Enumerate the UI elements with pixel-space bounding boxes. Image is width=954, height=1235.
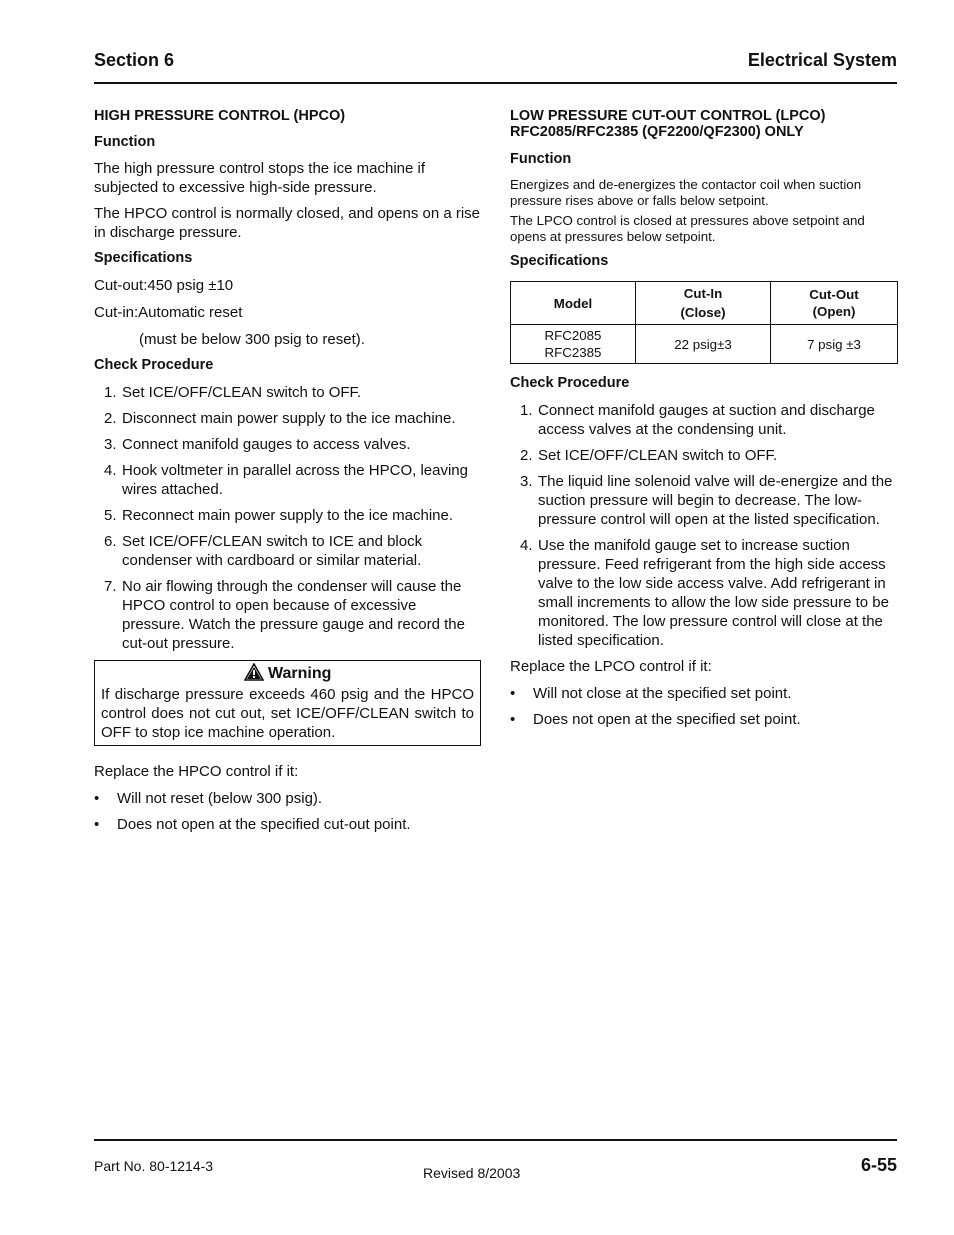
check-procedure-label: Check Procedure [94, 357, 214, 373]
list-item: 5. Reconnect main power supply to the ice machine. [104, 507, 454, 524]
function-paragraph: The high pressure control stops the ice machine if subjected to excessive high-side pressure. [94, 160, 426, 196]
list-item: 6. Set ICE/OFF/CLEAN switch to ICE and block condenser with cardboard or similar material. [104, 533, 423, 569]
list-item: 2. Set ICE/OFF/CLEAN switch to OFF. [520, 447, 778, 464]
cut-in-spec: Cut-in:Automatic reset [94, 304, 243, 321]
hpco-heading: HIGH PRESSURE CONTROL (HPCO) [94, 108, 346, 124]
function-label: Function [94, 134, 156, 150]
list-item: • Will not close at the specified set point. [510, 685, 792, 702]
lpco-heading-models: RFC2085/RFC2385 (QF2200/QF2300) ONLY [510, 124, 804, 140]
function-paragraph: The HPCO control is normally closed, and opens on a rise in discharge pressure. [94, 205, 481, 241]
page-title: Electrical System [747, 50, 897, 70]
table-cell-cut-out: 7 psig ±3 [771, 325, 898, 364]
specifications-label: Specifications [94, 250, 193, 266]
hpco-replace-list [94, 789, 481, 834]
lpco-replace-list [510, 684, 897, 729]
part-number: Part No. 80-1214-3 [94, 1158, 214, 1174]
function-paragraph: Energizes and de-energizes the contactor coil when suction pressure rises above or falls below setpoint. [510, 177, 862, 208]
specifications-label: Specifications [510, 253, 609, 269]
lpco-steps [510, 401, 897, 650]
table-cell-cut-in: 22 psig±3 [636, 325, 771, 364]
list-item: 1. Connect manifold gauges at suction and discharge access valves at the condensing unit. [520, 402, 875, 438]
replace-intro: Replace the HPCO control if it: [94, 763, 299, 780]
lpco-heading: LOW PRESSURE CUT-OUT CONTROL (LPCO) [510, 108, 826, 124]
header-rule [94, 82, 897, 84]
hpco-steps [94, 383, 481, 653]
page-number: 6-55 [860, 1155, 897, 1175]
function-label: Function [510, 151, 572, 167]
function-paragraph: The LPCO control is closed at pressures above setpoint and opens at pressures below setpoint. [510, 213, 865, 244]
table-header-row [511, 282, 898, 325]
list-item: 2. Disconnect main power supply to the ice machine. [104, 410, 456, 427]
list-item: • Will not reset (below 300 psig). [94, 790, 323, 807]
warning-icon [244, 663, 264, 681]
table-header-cut-out: Cut-Out (Open) [771, 282, 898, 325]
list-item: • Does not open at the specified set point. [510, 711, 801, 728]
list-item: • Does not open at the specified cut-out point. [94, 816, 411, 833]
list-item: 3. The liquid line solenoid valve will de-energize and the suction pressure will begin to decrease. The low-pressure control will open at the listed specification. [520, 473, 893, 528]
warning-title: Warning [101, 663, 474, 685]
warning-text: If discharge pressure exceeds 460 psig and the HPCO control does not cut out, set ICE/OFF/CLEAN switch to OFF to stop ice machine operation. [101, 686, 474, 741]
list-item: 4. Use the manifold gauge set to increase suction pressure. Feed refrigerant from the high side access valve to the low side access valve. Add refrigerant in small increments to allow the low side pressure to be monitored. The low pressure control will close at the listed specification. [520, 537, 889, 649]
cut-in-note: (must be below 300 psig to reset). [139, 331, 365, 348]
section-label: Section 6 [94, 50, 175, 70]
cut-out-spec: Cut-out:450 psig ±10 [94, 277, 234, 294]
list-item: 4. Hook voltmeter in parallel across the HPCO, leaving wires attached. [104, 462, 468, 498]
list-item: 1. Set ICE/OFF/CLEAN switch to OFF. [104, 384, 362, 401]
table-header-model: Model [511, 282, 636, 325]
hpco-column [94, 108, 481, 841]
check-procedure-label: Check Procedure [510, 375, 630, 391]
list-item: 3. Connect manifold gauges to access valves. [104, 436, 411, 453]
warning-box [94, 660, 481, 746]
table-header-cut-in: Cut-In (Close) [636, 282, 771, 325]
lpco-column [510, 108, 897, 736]
lpco-spec-table [510, 281, 898, 364]
footer-rule [94, 1139, 897, 1141]
table-row [511, 325, 898, 364]
list-item: 7. No air flowing through the condenser will cause the HPCO control to open because of excessive pressure. Watch the pressure gauge and record the cut-out pressure. [104, 578, 465, 652]
replace-intro: Replace the LPCO control if it: [510, 658, 712, 675]
table-cell-model: RFC2085 RFC2385 [511, 325, 636, 364]
revision-date: Revised 8/2003 [423, 1165, 521, 1181]
